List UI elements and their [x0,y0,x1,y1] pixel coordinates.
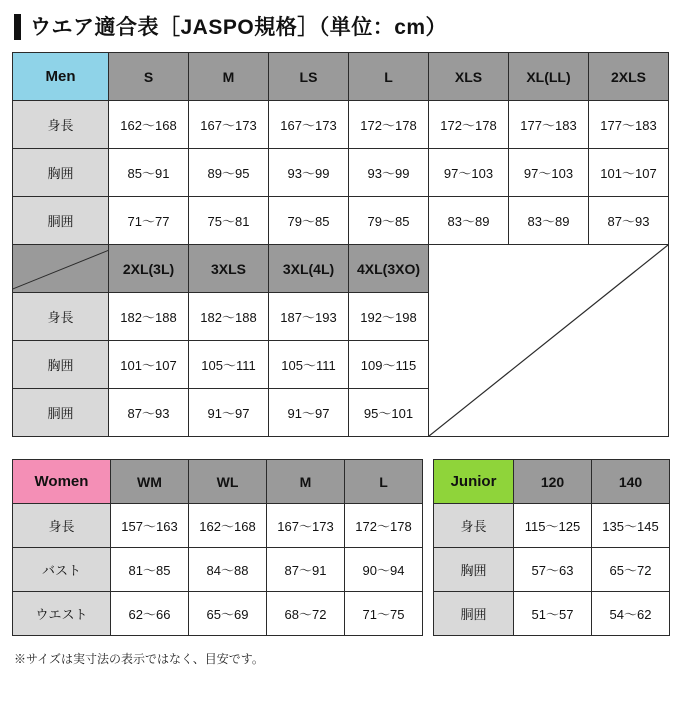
men-chest-2xl3l: 101〜107 [109,341,189,389]
footnote: ※サイズは実寸法の表示ではなく、目安です。 [14,652,264,666]
men-diagonal-cell [13,245,109,293]
table-row [13,548,423,592]
men-row-label-waist: 胴囲 [13,197,109,245]
men-row-label-height: 身長 [13,101,109,149]
men-row-label-chest: 胸囲 [13,149,109,197]
men-size-header-5: XL(LL) [509,53,589,101]
men-waist-ls: 79〜85 [269,197,349,245]
table-row [13,149,669,197]
women-height-wl: 162〜168 [189,504,267,548]
men-waist-m: 75〜81 [189,197,269,245]
men-empty-area [429,245,669,437]
junior-chest-120: 57〜63 [514,548,592,592]
men-size-header-9: 3XL(4L) [269,245,349,293]
men-size-table [12,52,669,437]
men-height-xls: 172〜178 [429,101,509,149]
men-size-header-0: S [109,53,189,101]
junior-row-label-chest: 胸囲 [434,548,514,592]
junior-waist-140: 54〜62 [592,592,670,636]
men-row2-label-chest: 胸囲 [13,341,109,389]
junior-size-table [433,459,670,636]
diagonal-line-icon [429,245,668,436]
men-height-4xl3xo: 192〜198 [349,293,429,341]
table-row [13,460,423,504]
men-chest-3xls: 105〜111 [189,341,269,389]
junior-size-header-0: 120 [514,460,592,504]
men-height-ls: 167〜173 [269,101,349,149]
junior-chest-140: 65〜72 [592,548,670,592]
title-accent-bar [14,14,21,40]
junior-header-cell: Junior [434,460,514,504]
women-height-l: 172〜178 [345,504,423,548]
men-waist-s: 71〜77 [109,197,189,245]
men-height-2xl3l: 182〜188 [109,293,189,341]
women-header-cell: Women [13,460,111,504]
table-row [434,460,670,504]
junior-height-120: 115〜125 [514,504,592,548]
men-chest-xl: 97〜103 [509,149,589,197]
men-waist-l: 79〜85 [349,197,429,245]
table-row [13,101,669,149]
women-bust-wm: 81〜85 [111,548,189,592]
men-size-header-6: 2XLS [589,53,669,101]
table-row [434,592,670,636]
men-height-2xls: 177〜183 [589,101,669,149]
men-size-header-8: 3XLS [189,245,269,293]
women-size-header-0: WM [111,460,189,504]
junior-size-header-1: 140 [592,460,670,504]
men-row2-label-height: 身長 [13,293,109,341]
men-row2-label-waist: 胴囲 [13,389,109,437]
table-row [434,504,670,548]
men-chest-l: 93〜99 [349,149,429,197]
men-waist-xl: 83〜89 [509,197,589,245]
men-height-3xl4l: 187〜193 [269,293,349,341]
men-size-header-4: XLS [429,53,509,101]
women-waist-wm: 62〜66 [111,592,189,636]
junior-row-label-waist: 胴囲 [434,592,514,636]
women-size-header-1: WL [189,460,267,504]
women-bust-l: 90〜94 [345,548,423,592]
table-row [13,592,423,636]
men-height-3xls: 182〜188 [189,293,269,341]
men-chest-3xl4l: 105〜111 [269,341,349,389]
men-waist-3xls: 91〜97 [189,389,269,437]
women-height-m: 167〜173 [267,504,345,548]
table-row [13,504,423,548]
men-size-header-10: 4XL(3XO) [349,245,429,293]
women-waist-l: 71〜75 [345,592,423,636]
men-chest-2xls: 101〜107 [589,149,669,197]
women-waist-wl: 65〜69 [189,592,267,636]
men-waist-2xl3l: 87〜93 [109,389,189,437]
table-row [434,548,670,592]
men-height-xl: 177〜183 [509,101,589,149]
page-title [14,14,668,40]
women-size-header-2: M [267,460,345,504]
women-size-table [12,459,423,636]
men-height-l: 172〜178 [349,101,429,149]
women-bust-m: 87〜91 [267,548,345,592]
men-chest-ls: 93〜99 [269,149,349,197]
women-row-label-height: 身長 [13,504,111,548]
men-waist-3xl4l: 91〜97 [269,389,349,437]
junior-row-label-height: 身長 [434,504,514,548]
men-size-header-7: 2XL(3L) [109,245,189,293]
women-waist-m: 68〜72 [267,592,345,636]
men-size-header-2: LS [269,53,349,101]
men-chest-4xl3xo: 109〜115 [349,341,429,389]
men-header-cell: Men [13,53,109,101]
women-bust-wl: 84〜88 [189,548,267,592]
men-size-header-3: L [349,53,429,101]
women-size-header-3: L [345,460,423,504]
men-waist-4xl3xo: 95〜101 [349,389,429,437]
men-chest-xls: 97〜103 [429,149,509,197]
women-height-wm: 157〜163 [111,504,189,548]
junior-waist-120: 51〜57 [514,592,592,636]
junior-height-140: 135〜145 [592,504,670,548]
women-row-label-waist: ウエスト [13,592,111,636]
men-waist-xls: 83〜89 [429,197,509,245]
men-height-m: 167〜173 [189,101,269,149]
table-row [13,245,669,293]
men-height-s: 162〜168 [109,101,189,149]
men-chest-s: 85〜91 [109,149,189,197]
table-row [13,53,669,101]
men-chest-m: 89〜95 [189,149,269,197]
table-row [13,197,669,245]
page-title-text: ウエア適合表［JASPO規格］（単位：cm） [30,15,448,39]
men-size-header-1: M [189,53,269,101]
men-waist-2xls: 87〜93 [589,197,669,245]
women-row-label-bust: バスト [13,548,111,592]
bottom-tables-row [12,459,668,636]
